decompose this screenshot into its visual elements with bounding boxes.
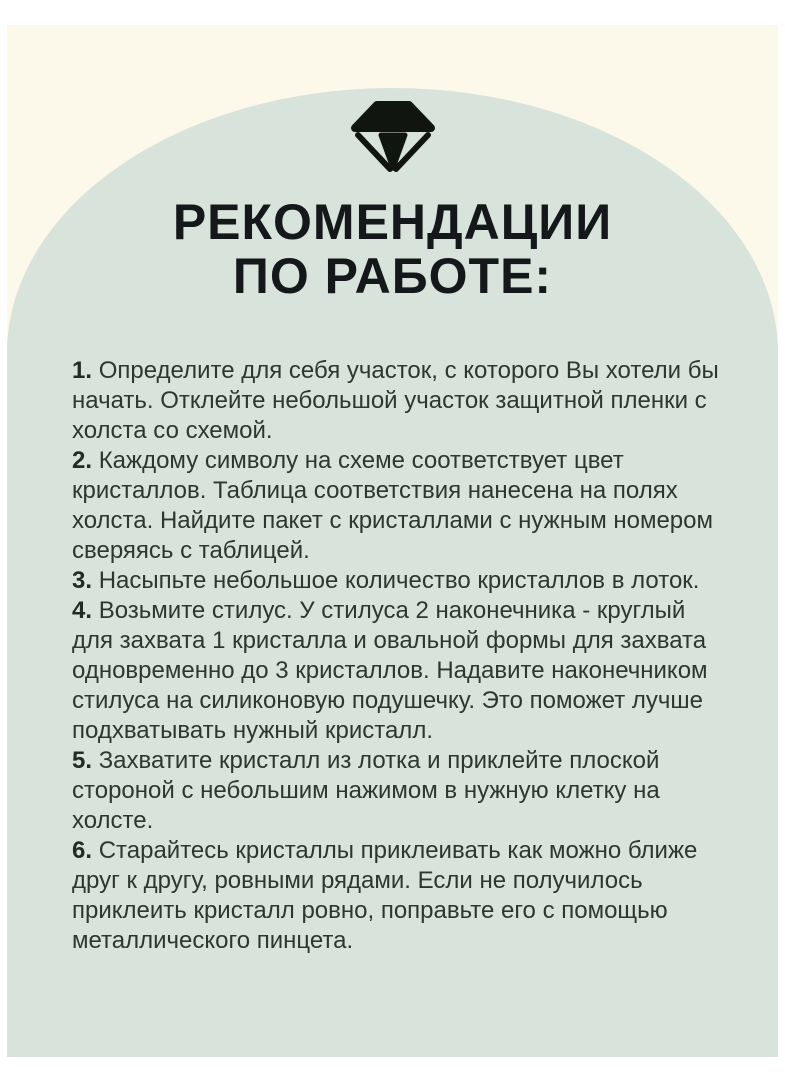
instruction-item-4 — [72, 596, 722, 746]
instruction-number: 4. — [72, 597, 93, 624]
instruction-text: Насыпьте небольшое количество кристаллов в лоток. — [98, 567, 700, 594]
diamond-icon — [351, 100, 435, 174]
title-line-2: ПО РАБОТЕ: — [232, 248, 553, 304]
instruction-text: Определите для себя участок, с которого Вы хотели бы начать. Отклейте небольшой участок защитной пленки с холста со схемой. — [72, 357, 719, 444]
instructions-list — [72, 356, 722, 956]
instruction-number: 3. — [72, 567, 93, 594]
page-title — [7, 195, 778, 303]
instruction-number: 1. — [72, 357, 93, 384]
instruction-number: 5. — [72, 747, 93, 774]
instruction-item-1 — [72, 356, 722, 446]
instruction-number: 6. — [72, 837, 93, 864]
instruction-item-5 — [72, 746, 722, 836]
instruction-text: Возьмите стилус. У стилуса 2 наконечника - круглый для захвата 1 кристалла и овальной формы для захвата одновременно до 3 кристаллов. Надавите наконечником стилуса на силиконовую подушечку. Это поможет лучше подхватывать нужный кристалл. — [72, 597, 708, 744]
instruction-text: Захватите кристалл из лотка и приклейте плоской стороной с небольшим нажимом в нужную клетку на холсте. — [72, 747, 660, 834]
instruction-item-2 — [72, 446, 722, 566]
instruction-text: Каждому символу на схеме соответствует цвет кристаллов. Таблица соответствия нанесена на полях холста. Найдите пакет с кристаллами с нужным номером сверяясь с таблицей. — [72, 447, 714, 564]
instruction-item-6 — [72, 836, 722, 956]
instruction-text: Старайтесь кристаллы приклеивать как можно ближе друг к другу, ровными рядами. Если не получилось приклеить кристалл ровно, поправьте его с помощью металлического пинцета. — [72, 837, 698, 954]
instruction-card — [7, 25, 778, 1057]
title-line-1: РЕКОМЕНДАЦИИ — [172, 194, 613, 250]
instruction-number: 2. — [72, 447, 93, 474]
instruction-item-3 — [72, 566, 722, 596]
card-content — [7, 25, 778, 1057]
